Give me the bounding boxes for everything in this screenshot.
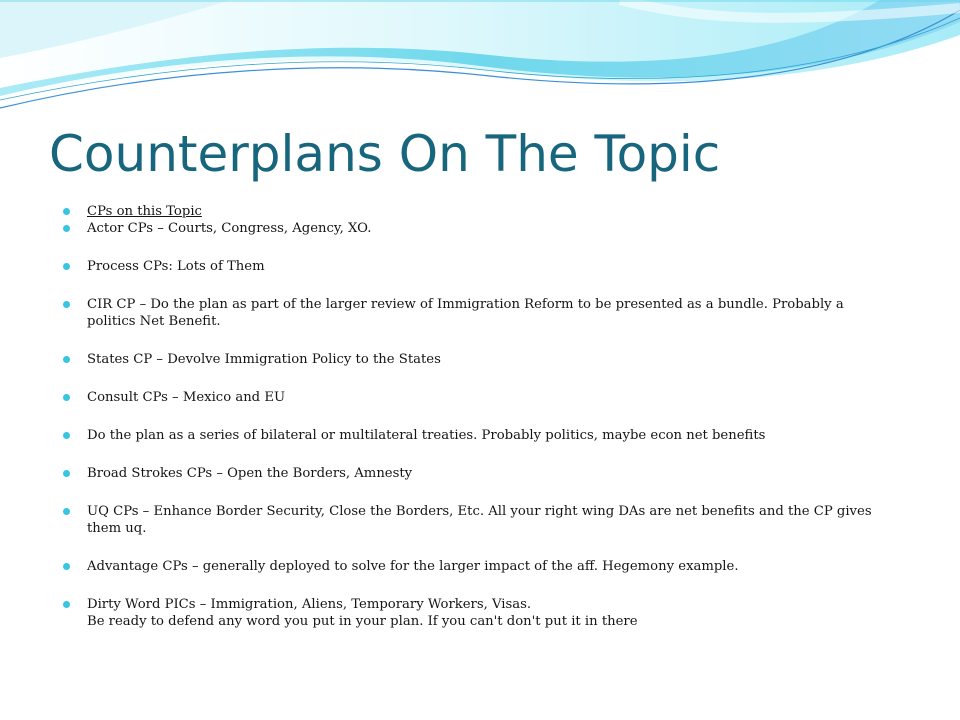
bullet-text: CIR CP – Do the plan as part of the larger review of Immigration Reform to be presented as a bundle. Probably a politics Net Benefit. [87,297,844,329]
bullet-item [62,427,892,444]
bullet-item [62,558,892,575]
bullet-item [62,503,892,537]
bullet-text: UQ CPs – Enhance Border Security, Close the Borders, Etc. All your right wing DAs are net benefits and the CP gives them uq. [87,504,872,536]
bullet-item [62,596,892,630]
bullet-text: Consult CPs – Mexico and EU [87,390,286,405]
slide-title: Counterplans On The Topic [49,125,721,183]
bullet-item [62,220,892,237]
bullet-text: Broad Strokes CPs – Open the Borders, Amnesty [87,466,413,481]
bullet-text: Advantage CPs – generally deployed to solve for the larger impact of the aff. Hegemony example. [87,559,739,574]
bullet-text: Do the plan as a series of bilateral or multilateral treaties. Probably politics, maybe econ net benefits [87,428,766,443]
bullet-text: Process CPs: Lots of Them [87,259,265,274]
bullet-item [62,389,892,406]
bullet-list [62,203,892,630]
bullet-text-continuation: Be ready to defend any word you put in your plan. If you can't don't put it in there [87,614,638,629]
bullet-text: Actor CPs – Courts, Congress, Agency, XO. [87,221,372,236]
bullet-item [62,296,892,330]
bullet-item [62,351,892,368]
bullet-item [62,203,892,220]
bullet-text: Dirty Word PICs – Immigration, Aliens, Temporary Workers, Visas. [87,597,532,612]
bullet-text: CPs on this Topic [87,204,202,219]
header-wave-decoration [0,0,960,120]
bullet-item [62,258,892,275]
bullet-item [62,465,892,482]
bullet-text: States CP – Devolve Immigration Policy to the States [87,352,441,367]
